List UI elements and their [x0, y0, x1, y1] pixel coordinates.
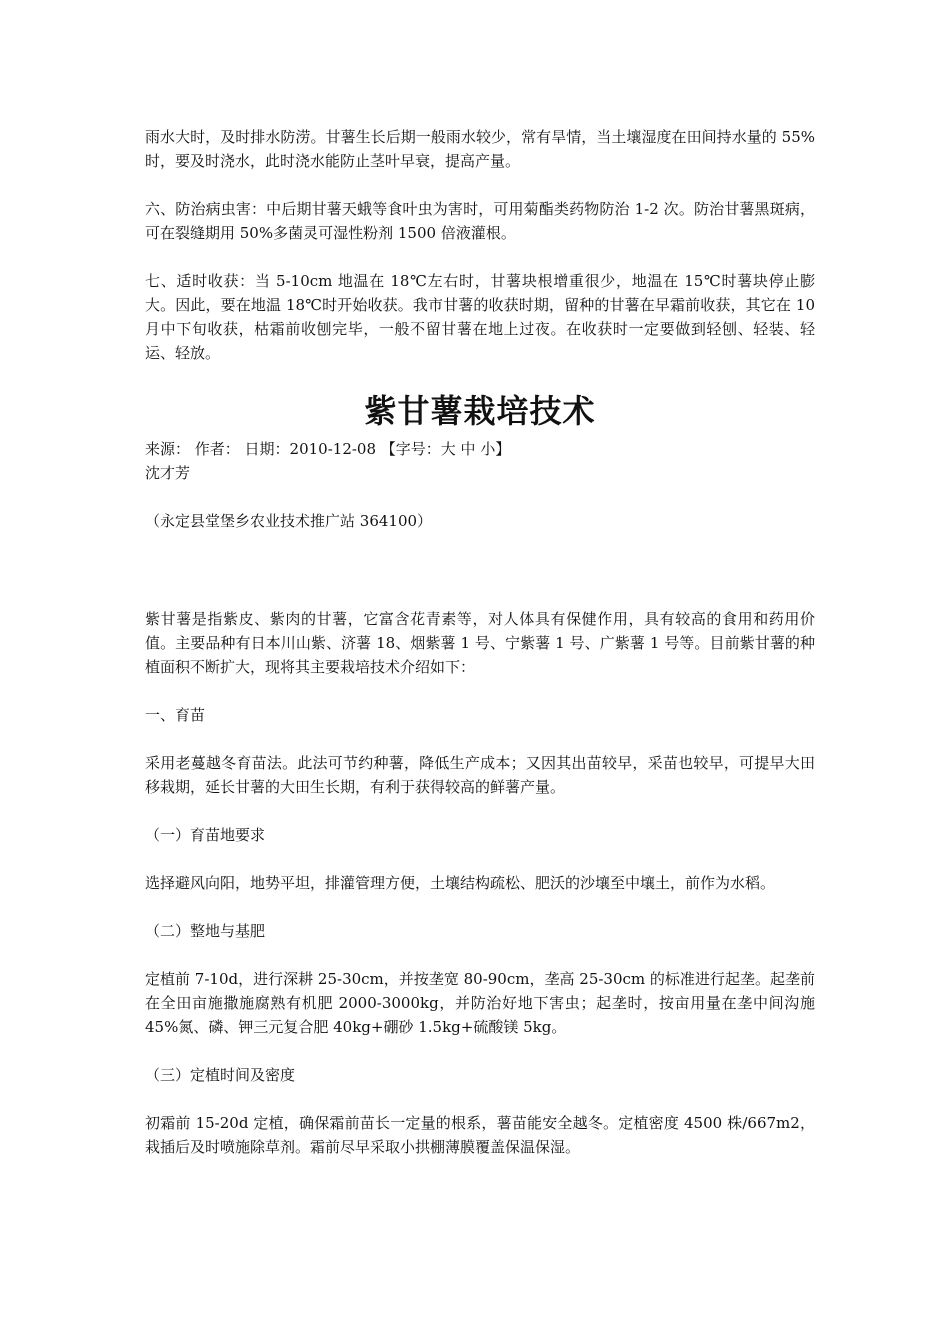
- article-affiliation: （永定县堂堡乡农业技术推广站 364100）: [145, 512, 433, 530]
- article-meta: 来源： 作者： 日期：2010-12-08 【字号：大 中 小】: [145, 440, 511, 458]
- subsection-heading-planting: （三）定植时间及密度: [145, 1066, 296, 1084]
- subsection-heading-nursery: （一）育苗地要求: [145, 826, 266, 844]
- section-heading-seedling: 一、育苗: [145, 706, 206, 724]
- paragraph-harvest: 七、适时收获：当 5-10cm 地温在 18℃左右时，甘薯块根增重很少，地温在 15℃时薯块停止膨大。因此，要在地温 18℃时开始收获。我市甘薯的收获时期，留种的甘薯在早霜前收获，其它在 10 月中下旬收获，枯霜前收刨完毕，一般不留甘薯在地上过夜。在收获时一定要做到轻刨、轻装、轻运、轻放。: [145, 272, 815, 362]
- subsection-heading-soil-prep: （二）整地与基肥: [145, 922, 266, 940]
- document-body: [145, 125, 815, 1183]
- article-author: 沈才芳: [145, 464, 191, 482]
- article-title: 紫甘薯栽培技术: [364, 392, 596, 430]
- paragraph-nursery: 选择避风向阳，地势平坦，排灌管理方便，土壤结构疏松、肥沃的沙壤至中壤土，前作为水稻。: [145, 874, 776, 892]
- paragraph-drainage: 雨水大时，及时排水防涝。甘薯生长后期一般雨水较少，常有旱情，当土壤湿度在田间持水量的 55%时，要及时浇水，此时浇水能防止茎叶早衰，提高产量。: [145, 128, 815, 170]
- paragraph-soil-prep: 定植前 7-10d，进行深耕 25-30cm，并按垄宽 80-90cm，垄高 25-30cm 的标准进行起垄。起垄前在全田亩施撒施腐熟有机肥 2000-3000kg，并防治好地下害虫；起垄时，按亩用量在垄中间沟施 45%氮、磷、钾三元复合肥 40kg+硼砂 1.5kg+硫酸镁 5kg。: [145, 970, 815, 1036]
- paragraph-pest-control: 六、防治病虫害：中后期甘薯天蛾等食叶虫为害时，可用菊酯类药物防治 1-2 次。防治甘薯黑斑病，可在裂缝期用 50%多菌灵可湿性粉剂 1500 倍液灌根。: [145, 200, 815, 242]
- paragraph-intro: 紫甘薯是指紫皮、紫肉的甘薯，它富含花青素等，对人体具有保健作用，具有较高的食用和药用价值。主要品种有日本川山紫、济薯 18、烟紫薯 1 号、宁紫薯 1 号、广紫薯 1 号等。目前紫甘薯的种植面积不断扩大，现将其主要栽培技术介绍如下：: [145, 610, 815, 676]
- paragraph-seedling: 采用老蔓越冬育苗法。此法可节约种薯，降低生产成本；又因其出苗较早，采苗也较早，可提早大田移栽期，延长甘薯的大田生长期，有利于获得较高的鲜薯产量。: [145, 754, 815, 796]
- paragraph-planting: 初霜前 15-20d 定植，确保霜前苗长一定量的根系，薯苗能安全越冬。定植密度 4500 株/667m2，栽插后及时喷施除草剂。霜前尽早采取小拱棚薄膜覆盖保温保湿。: [145, 1114, 815, 1156]
